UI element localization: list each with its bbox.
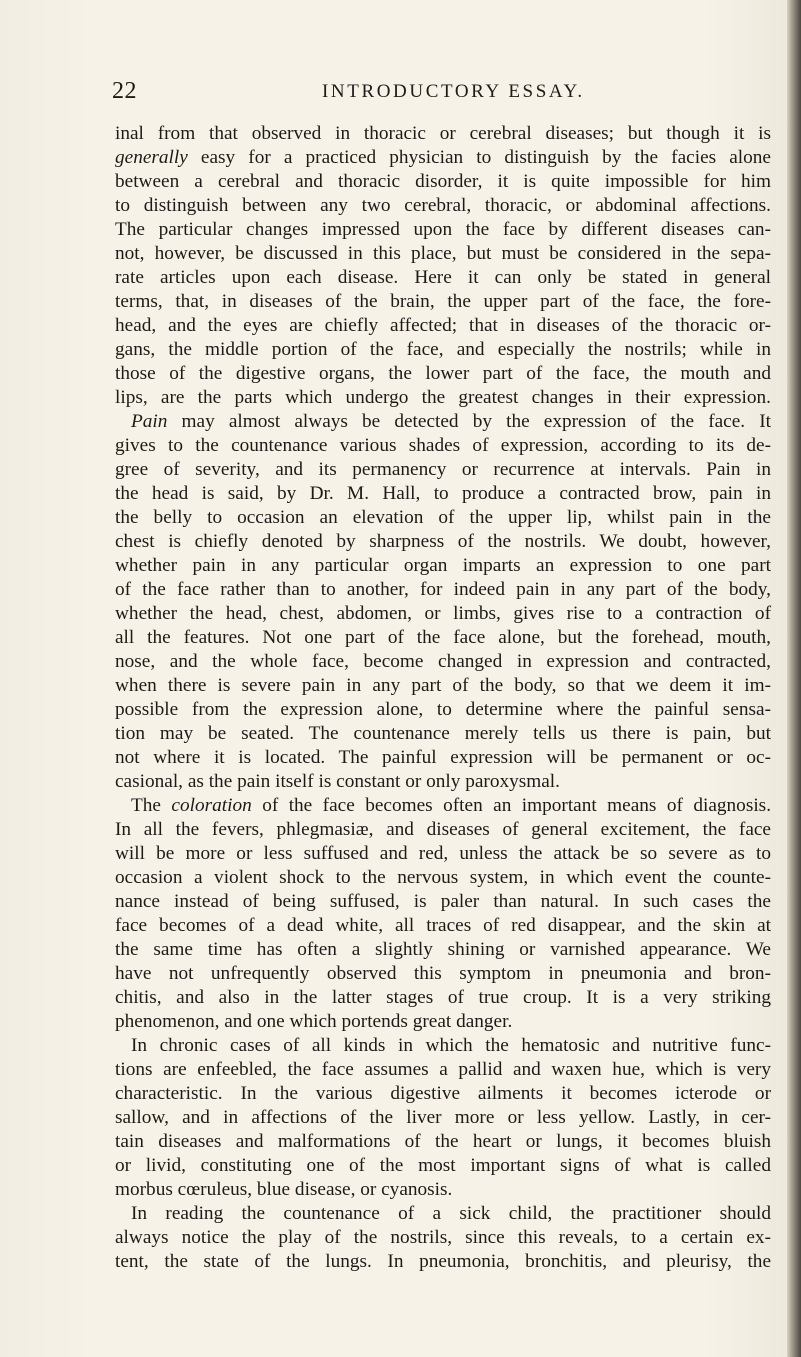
text-line: The particular changes impressed upon the face by different diseases can- xyxy=(115,219,771,240)
text-line: characteristic. In the various digestive ailments it becomes icterode or xyxy=(115,1083,771,1104)
text-line: tain diseases and malformations of the heart or lungs, it becomes bluish xyxy=(115,1131,771,1152)
text-line: head, and the eyes are chiefly affected; that in diseases of the thoracic or- xyxy=(115,315,771,336)
text-line: chest is chiefly denoted by sharpness of the nostrils. We doubt, however, xyxy=(115,531,771,552)
text-line: the same time has often a slightly shining or varnished appearance. We xyxy=(115,939,771,960)
text-line: In all the fevers, phlegmasiæ, and diseases of general excitement, the face xyxy=(115,819,771,840)
body-text xyxy=(115,122,771,1274)
text-line: or livid, constituting one of the most important signs of what is called xyxy=(115,1155,771,1176)
running-head: INTRODUCTORY ESSAY. xyxy=(322,81,585,102)
page-number: 22 xyxy=(112,78,137,104)
text-line: morbus cœruleus, blue disease, or cyanosis. xyxy=(115,1179,453,1200)
page-header xyxy=(112,78,780,104)
text-line: not where it is located. The painful expression will be permanent or oc- xyxy=(115,747,771,768)
text-line: The coloration of the face becomes often an important means of diagnosis. xyxy=(131,795,772,816)
text-line: between a cerebral and thoracic disorder, it is quite impossible for him xyxy=(115,171,771,192)
text-line: the head is said, by Dr. M. Hall, to produce a contracted brow, pain in xyxy=(115,483,771,504)
text-line: of the face rather than to another, for indeed pain in any part of the body, xyxy=(115,579,771,600)
page-binding-edge xyxy=(787,0,801,1357)
text-line: not, however, be discussed in this place, but must be considered in the sepa- xyxy=(115,243,771,264)
text-line: In reading the countenance of a sick child, the practitioner should xyxy=(131,1203,771,1224)
text-line: Pain may almost always be detected by the expression of the face. It xyxy=(131,411,771,432)
text-line: to distinguish between any two cerebral, thoracic, or abdominal affections. xyxy=(115,195,771,216)
text-line: terms, that, in diseases of the brain, the upper part of the face, the fore- xyxy=(115,291,771,312)
text-line: when there is severe pain in any part of the body, so that we deem it im- xyxy=(115,675,771,696)
text-line: chitis, and also in the latter stages of true croup. It is a very striking xyxy=(115,987,771,1008)
text-line: the belly to occasion an elevation of the upper lip, whilst pain in the xyxy=(115,507,771,528)
text-line: phenomenon, and one which portends great danger. xyxy=(115,1011,513,1032)
text-line: gree of severity, and its permanency or recurrence at intervals. Pain in xyxy=(115,459,771,480)
text-line: whether the head, chest, abdomen, or limbs, gives rise to a contraction of xyxy=(115,603,771,624)
text-line: lips, are the parts which undergo the greatest changes in their expression. xyxy=(115,387,771,408)
text-line: always notice the play of the nostrils, since this reveals, to a certain ex- xyxy=(115,1227,771,1248)
text-line: sallow, and in affections of the liver more or less yellow. Lastly, in cer- xyxy=(115,1107,771,1128)
text-line: face becomes of a dead white, all traces of red disappear, and the skin at xyxy=(115,915,771,936)
text-line: possible from the expression alone, to determine where the painful sensa- xyxy=(115,699,771,720)
text-line: occasion a violent shock to the nervous system, in which event the counte- xyxy=(115,867,771,888)
text-line: all the features. Not one part of the face alone, but the forehead, mouth, xyxy=(115,627,771,648)
text-line: generally easy for a practiced physician to distinguish by the facies alone xyxy=(115,147,771,168)
text-line: gives to the countenance various shades of expression, according to its de- xyxy=(115,435,771,456)
text-line: gans, the middle portion of the face, and especially the nostrils; while in xyxy=(115,339,771,360)
text-line: nose, and the whole face, become changed in expression and contracted, xyxy=(115,651,771,672)
text-line: those of the digestive organs, the lower part of the face, the mouth and xyxy=(115,363,771,384)
text-line: rate articles upon each disease. Here it can only be stated in general xyxy=(115,267,771,288)
text-line: tent, the state of the lungs. In pneumonia, bronchitis, and pleurisy, the xyxy=(115,1251,771,1272)
text-line: tion may be seated. The countenance merely tells us there is pain, but xyxy=(115,723,771,744)
text-line: inal from that observed in thoracic or cerebral diseases; but though it is xyxy=(115,123,771,144)
text-line: tions are enfeebled, the face assumes a pallid and waxen hue, which is very xyxy=(115,1059,771,1080)
text-line: casional, as the pain itself is constant or only paroxysmal. xyxy=(115,771,560,792)
text-line: will be more or less suffused and red, unless the attack be so severe as to xyxy=(115,843,771,864)
text-line: have not unfrequently observed this symptom in pneumonia and bron- xyxy=(115,963,771,984)
text-line: whether pain in any particular organ imparts an expression to one part xyxy=(115,555,771,576)
text-line: nance instead of being suffused, is paler than natural. In such cases the xyxy=(115,891,771,912)
text-line: In chronic cases of all kinds in which the hematosic and nutritive func- xyxy=(131,1035,771,1056)
